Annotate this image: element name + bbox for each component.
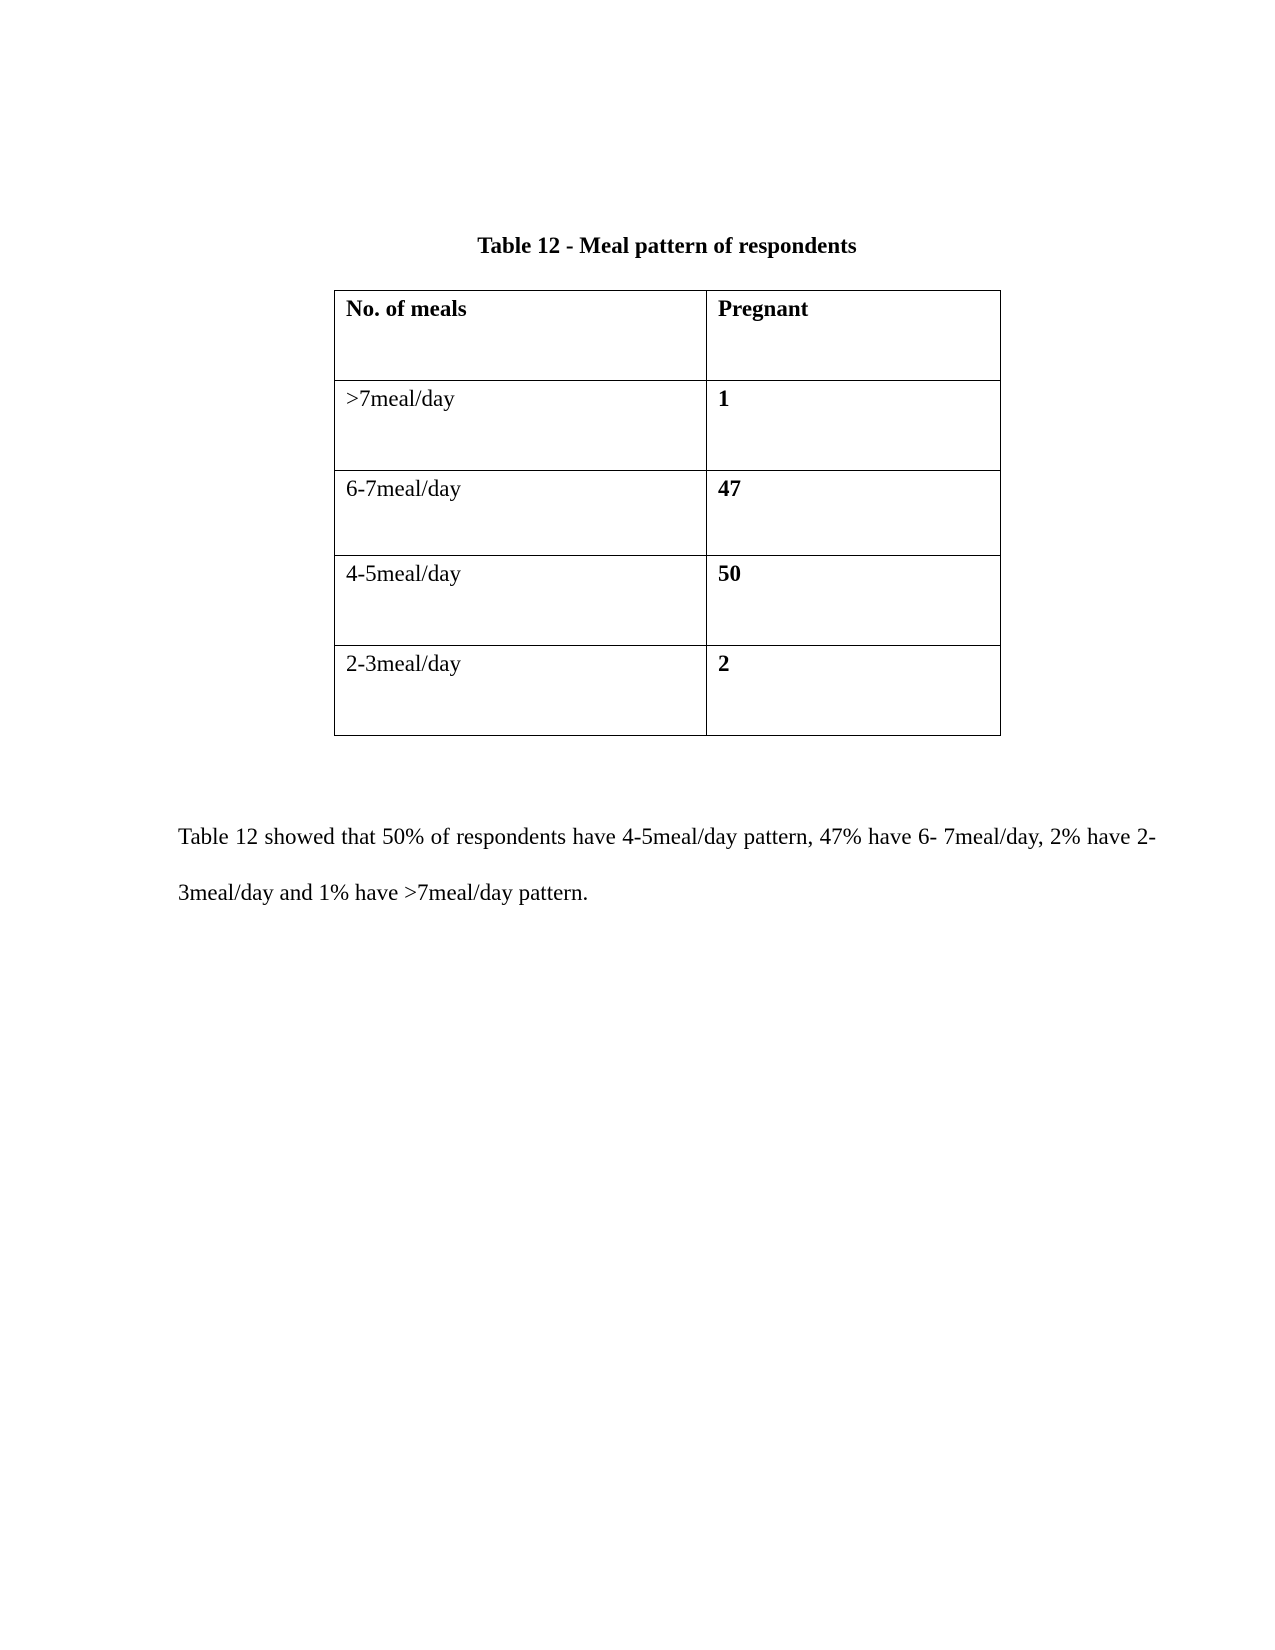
table-row	[335, 556, 1001, 646]
table-header-row	[335, 291, 1001, 381]
pregnant-value-cell: 1	[707, 381, 1001, 471]
meal-count-cell: 4-5meal/day	[335, 556, 707, 646]
meal-count-cell: 2-3meal/day	[335, 646, 707, 736]
table-title: Table 12 - Meal pattern of respondents	[477, 233, 857, 258]
table-row	[335, 471, 1001, 556]
table-row	[335, 646, 1001, 736]
meal-count-cell: >7meal/day	[335, 381, 707, 471]
meal-pattern-table	[334, 290, 1001, 736]
header-cell-pregnant: Pregnant	[707, 291, 1001, 381]
table-row	[335, 381, 1001, 471]
body-paragraph: Table 12 showed that 50% of respondents have 4-5meal/day pattern, 47% have 6- 7meal/day, 2% have 2-3meal/day and 1% have >7meal/day pattern.	[178, 824, 1156, 905]
pregnant-value-cell: 47	[707, 471, 1001, 556]
pregnant-value-cell: 2	[707, 646, 1001, 736]
header-cell-no-of-meals: No. of meals	[335, 291, 707, 381]
meal-count-cell: 6-7meal/day	[335, 471, 707, 556]
pregnant-value-cell: 50	[707, 556, 1001, 646]
